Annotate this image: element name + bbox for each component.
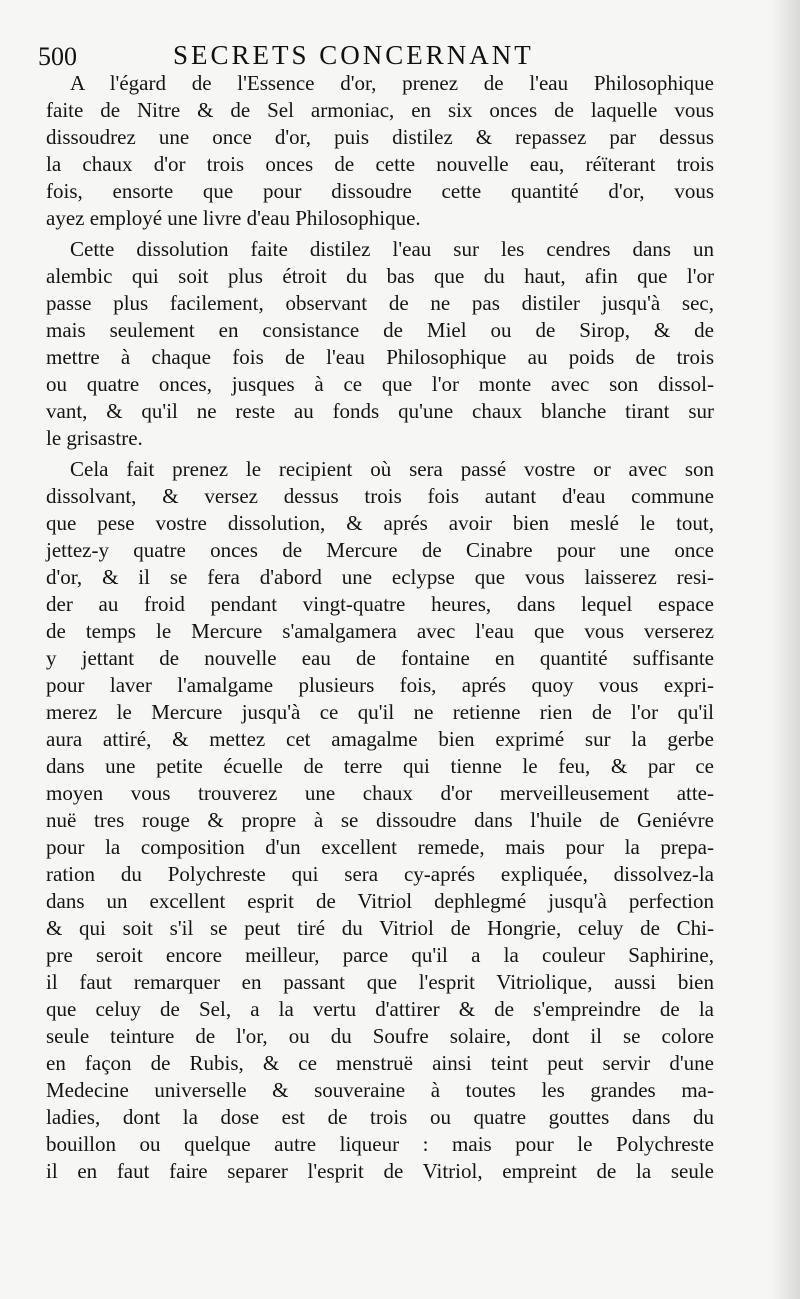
text-line: mais seulement en consistance de Miel ou de Sirop, & de — [46, 318, 714, 342]
text-line: dans un excellent esprit de Vitriol dephlegmé jusqu'à perfection — [46, 889, 714, 913]
text-line: ration du Polychreste qui sera cy-aprés expliquée, dissolvez-la — [46, 862, 714, 886]
text-line: le grisastre. — [46, 426, 143, 450]
text-line: ayez employé une livre d'eau Philosophique. — [46, 206, 421, 230]
text-line: merez le Mercure jusqu'à ce qu'il ne retienne rien de l'or qu'il — [46, 700, 714, 724]
text-line: Cette dissolution faite distilez l'eau sur les cendres dans un — [70, 237, 714, 261]
text-line: en façon de Rubis, & ce menstruë ainsi teint peut servir d'une — [46, 1051, 714, 1075]
paragraph — [46, 70, 714, 232]
paragraph — [46, 236, 714, 452]
text-line: il faut remarquer en passant que l'esprit Vitriolique, aussi bien — [46, 970, 714, 994]
text-line: faite de Nitre & de Sel armoniac, en six onces de laquelle vous — [46, 98, 714, 122]
text-line: passe plus facilement, observant de ne pas distiler jusqu'à sec, — [46, 291, 714, 315]
running-title: SECRETS CONCERNANT — [173, 40, 534, 70]
text-line: nuë tres rouge & propre à se dissoudre dans l'huile de Geniévre — [46, 808, 714, 832]
page-number: 500 — [38, 42, 77, 71]
text-line: dissoudrez une once d'or, puis distilez & repassez par dessus — [46, 125, 714, 149]
text-line: & qui soit s'il se peut tiré du Vitriol de Hongrie, celuy de Chi- — [46, 916, 714, 940]
text-line: moyen vous trouverez une chaux d'or merveilleusement atte- — [46, 781, 714, 805]
body-text — [46, 70, 714, 1185]
text-line: seule teinture de l'or, ou du Soufre solaire, dont il se colore — [46, 1024, 714, 1048]
paragraph — [46, 456, 714, 1185]
text-line: vant, & qu'il ne reste au fonds qu'une chaux blanche tirant sur — [46, 399, 714, 423]
text-line: il en faut faire separer l'esprit de Vitriol, empreint de la seule — [46, 1159, 714, 1183]
text-line: Medecine universelle & souveraine à toutes les grandes ma- — [46, 1078, 714, 1102]
text-line: mettre à chaque fois de l'eau Philosophique au poids de trois — [46, 345, 714, 369]
text-line: dissolvant, & versez dessus trois fois autant d'eau commune — [46, 484, 714, 508]
text-line: que pese vostre dissolution, & aprés avoir bien meslé le tout, — [46, 511, 714, 535]
text-line: pre seroit encore meilleur, parce qu'il a la couleur Saphirine, — [46, 943, 714, 967]
text-line: d'or, & il se fera d'abord une eclypse que vous laisserez resi- — [46, 565, 714, 589]
text-line: fois, ensorte que pour dissoudre cette quantité d'or, vous — [46, 179, 714, 203]
text-line: alembic qui soit plus étroit du bas que du haut, afin que l'or — [46, 264, 714, 288]
text-line: pour laver l'amalgame plusieurs fois, aprés quoy vous expri- — [46, 673, 714, 697]
text-line: ou quatre onces, jusques à ce que l'or monte avec son dissol- — [46, 372, 714, 396]
text-line: bouillon ou quelque autre liqueur : mais pour le Polychreste — [46, 1132, 714, 1156]
text-line: y jettant de nouvelle eau de fontaine en quantité suffisante — [46, 646, 714, 670]
text-line: de temps le Mercure s'amalgamera avec l'eau que vous verserez — [46, 619, 714, 643]
text-line: A l'égard de l'Essence d'or, prenez de l'eau Philosophique — [70, 71, 714, 95]
text-line: aura attiré, & mettez cet amagalme bien exprimé sur la gerbe — [46, 727, 714, 751]
text-line: pour la composition d'un excellent remede, mais pour la prepa- — [46, 835, 714, 859]
page-header — [38, 40, 718, 74]
text-line: ladies, dont la dose est de trois ou quatre gouttes dans du — [46, 1105, 714, 1129]
text-line: que celuy de Sel, a la vertu d'attirer & de s'empreindre de la — [46, 997, 714, 1021]
text-line: Cela fait prenez le recipient où sera passé vostre or avec son — [70, 457, 714, 481]
text-line: dans une petite écuelle de terre qui tienne le feu, & par ce — [46, 754, 714, 778]
text-line: la chaux d'or trois onces de cette nouvelle eau, réïterant trois — [46, 152, 714, 176]
text-line: jettez-y quatre onces de Mercure de Cinabre pour une once — [46, 538, 714, 562]
text-line: der au froid pendant vingt-quatre heures, dans lequel espace — [46, 592, 714, 616]
